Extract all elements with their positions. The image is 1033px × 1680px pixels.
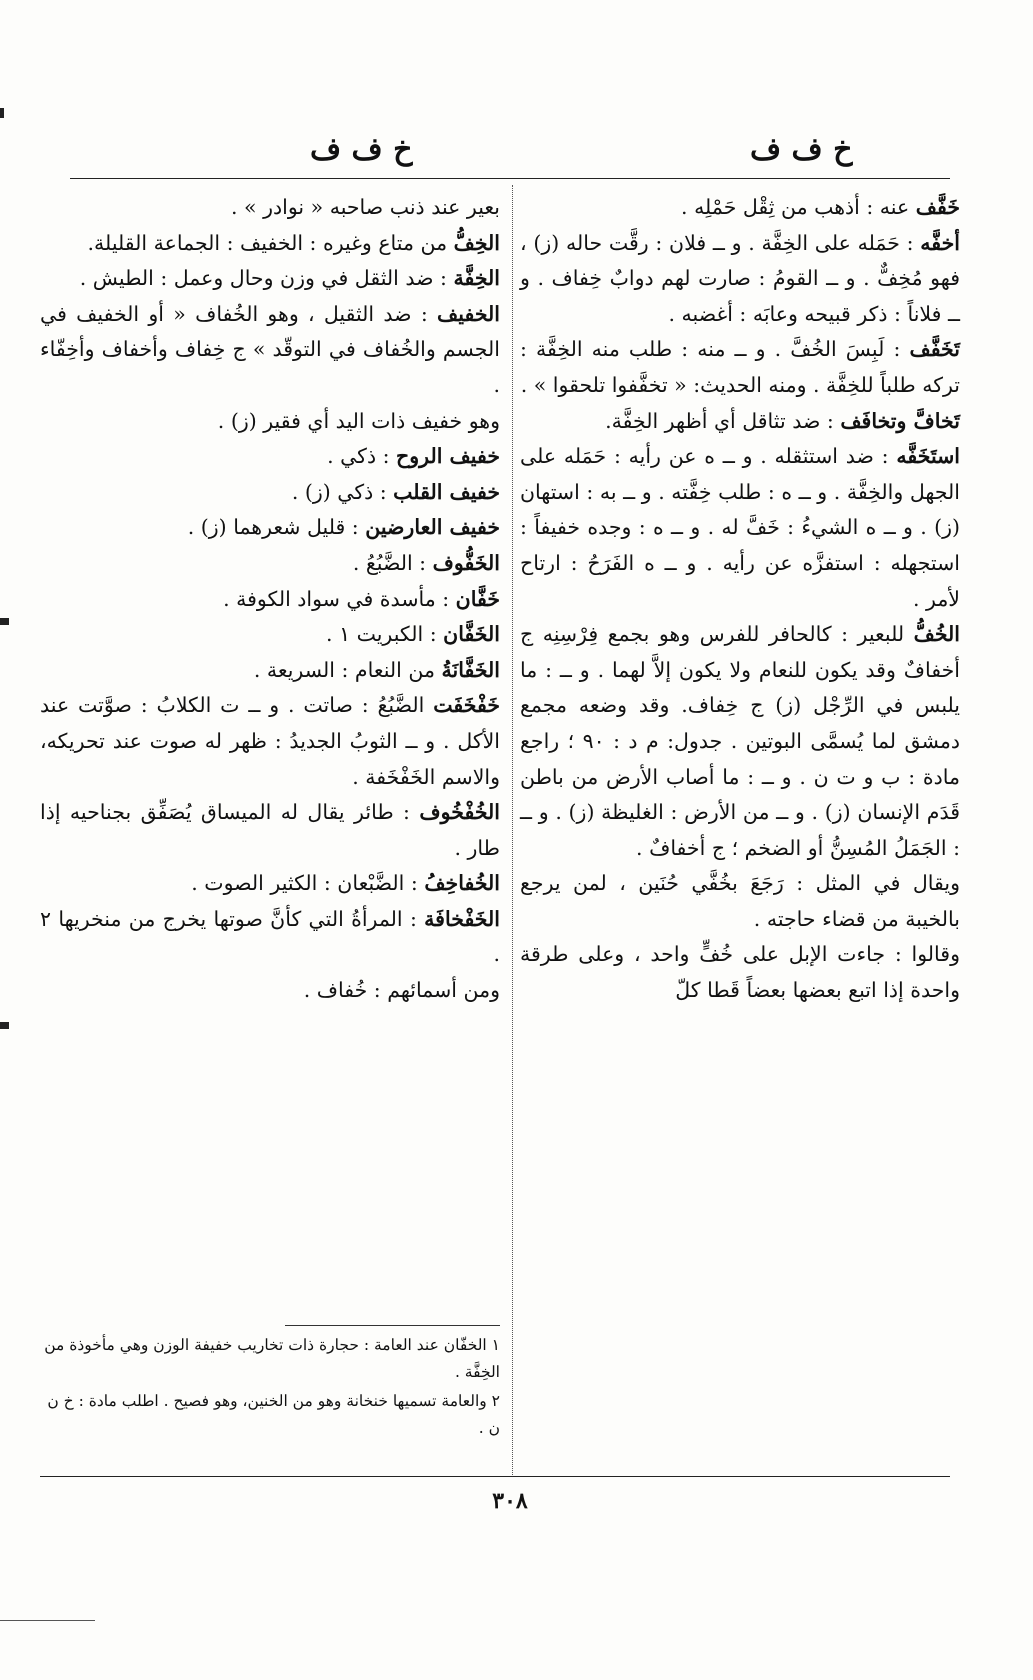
entry-definition: من النعام : السريعة .: [253, 657, 442, 682]
entry-definition: : مأسدة في سواد الكوفة .: [223, 586, 456, 611]
entry-definition: للبعير : كالحافر للفرس وهو بجمع فِرْسِنِه ج أخفافٌ وقد يكون للنعام ولا يكون إلاَّ لهما . و ــ : ما يلبس في الرِّجْل (ز) ج خِفاف. وقد وضعه مجمع دمشق لما يُسمَّى البوتين . جدول: م د : ٩٠ ؛ راجع مادة : ب و ت ن . و ــ : ما أصاب الأرض من باطن قَدَم الإنسان (ز) . و ــ من الأرض : الغليظة (ز) . و ــ : الجَمَلُ المُسِنُّ أو الضخم ؛ ج أخفافٌ .: [520, 622, 960, 860]
dictionary-entry: [40, 688, 500, 795]
entry-definition: : قليل شعرهما (ز) .: [187, 515, 366, 540]
dictionary-entry: [40, 973, 500, 1009]
entry-headword: خفيف القلب: [393, 479, 500, 504]
entry-definition: : الضَّبُعُ .: [352, 550, 433, 575]
dictionary-entry: [40, 866, 500, 902]
entry-headword: خَفَّف: [915, 195, 960, 219]
page-number: ٣٠٨: [492, 1488, 528, 1514]
entry-definition: عنه : أذهب من ثِقْل حَمْلِه .: [681, 195, 916, 219]
edge-mark-top: [0, 108, 4, 118]
page-header: [70, 128, 950, 178]
dictionary-entry: [520, 617, 960, 866]
dictionary-entry: [520, 937, 960, 1008]
dictionary-entry: [40, 617, 500, 653]
dictionary-entry: [40, 795, 500, 866]
entry-definition: : ضد الثقل في وزن وحال وعمل : الطيش .: [79, 266, 454, 291]
dictionary-entry: [40, 475, 500, 511]
entry-definition: الضَّبُعُ : صاتت . و ــ ت الكلابُ : صوَّتت عند الأكل . و ــ الثوبُ الجديدُ : ظهر له صوت عند تحريكه، والاسم الخَفْخَفة .: [40, 693, 500, 789]
dictionary-entry: [40, 582, 500, 618]
footnotes: [40, 1332, 500, 1444]
entry-headword: أخفَّه: [920, 230, 960, 255]
dictionary-entry: [40, 439, 500, 475]
right-column: [520, 190, 960, 1009]
dictionary-entry: [520, 404, 960, 440]
entry-headword: خَفَّان: [455, 586, 500, 611]
entry-definition: : الكبريت ١ .: [326, 622, 444, 647]
footnote-2: ٢ والعامة تسميها خنخانة وهو من الخنين، وهو فصيح . اطلب مادة : خ ن ن .: [47, 1392, 500, 1437]
entry-headword: خفيف العارضين: [365, 515, 500, 540]
entry-headword: الخُفُّ: [913, 622, 960, 647]
entry-definition: : ضد استثقله . و ــ ه عن رأيه : حَمَله على الجهل والخِفَّة . و ــ ه : طلب خِفَّته . و ــ به : استهان (ز) . و ــ ه الشيءُ : خَفَّ له . و ــ ه : وجده خفيفاً : استجهله : استفزَّه عن رأيه . و ــ ه الفَرَحُ : ارتاح لأمر .: [520, 444, 960, 611]
entry-headword: الخَفُّوف: [432, 550, 500, 575]
entry-definition: : ضد الثقيل ، وهو الخُفاف « أو الخفيف في الجسم والخُفاف في التوقّد » ج خِفاف وأخفاف وأخِفّاء .: [40, 301, 500, 397]
footnote-rule: [285, 1325, 500, 1326]
edge-mark-lower: [0, 1022, 9, 1029]
entry-definition: : ذكي .: [327, 444, 397, 469]
entry-definition: : المرأةُ التي كأنَّ صوتها يخرج من منخريها ٢ .: [40, 906, 500, 967]
entry-headword: الخفيف: [437, 301, 500, 326]
dictionary-entry: [40, 404, 500, 440]
edge-mark-middle: [0, 618, 9, 625]
entry-headword: الخِفُّ: [453, 230, 500, 255]
header-root-right: خ ف ف: [750, 132, 853, 167]
dictionary-entry: [520, 226, 960, 333]
header-root-left: خ ف ف: [310, 132, 413, 167]
entry-definition: بعير عند ذنب صاحبه « نوادر » .: [231, 195, 500, 219]
entry-definition: من متاع وغيره : الخفيف : الجماعة القليلة.: [87, 230, 454, 255]
header-rule: [70, 178, 950, 179]
entry-definition: : حَمَله على الخِفَّة . و ــ فلان : رقَّت حاله (ز) ، فهو مُخِفٌّ . و ــ القومُ : صارت لهم دوابٌ خِفاف . و ــ فلاناً : ذكر قبيحه وعابَه : أغضبه .: [520, 230, 960, 326]
dictionary-entry: [520, 332, 960, 403]
entry-headword: استَخَفَّه: [896, 444, 960, 469]
entry-definition: ويقال في المثل : رَجَعَ بخُفَّي حُنَين ، لمن يرجع بالخيبة من قضاء حاجته .: [520, 871, 960, 931]
entry-definition: : ذكي (ز) .: [291, 479, 394, 504]
entry-definition: وقالوا : جاءت الإبل على خُفٍّ واحد ، وعلى طرقة واحدة إذا اتبع بعضها بعضاً قَطا كلّ: [520, 942, 960, 1003]
entry-definition: : ضد تثاقل أي أظهر الخِفَّة.: [605, 408, 841, 433]
dictionary-entry: [40, 902, 500, 973]
dictionary-entry: [40, 546, 500, 582]
entry-headword: الخُفْخُوف: [419, 800, 500, 825]
dictionary-entry: [520, 190, 960, 226]
column-divider: [512, 185, 513, 1475]
entry-headword: خَفْخَفَت: [433, 693, 500, 718]
left-column: [40, 190, 500, 1009]
entry-headword: الخُفاخِفُ: [424, 871, 500, 896]
entry-definition: : لَبِسَ الخُفَّ . و ــ منه : طلب منه الخِفَّة : تركه طلباً للخِفَّة . ومنه الحديث: « تخفَّفوا تلحقوا » .: [520, 337, 960, 397]
dictionary-entry: [520, 866, 960, 937]
dictionary-entry: [40, 510, 500, 546]
dictionary-entry: [40, 261, 500, 297]
dictionary-entry: [40, 226, 500, 262]
entry-headword: خفيف الروح: [396, 444, 500, 469]
entry-headword: الخَفَّان: [443, 622, 500, 647]
entry-headword: تَخَفَّف: [909, 337, 960, 362]
entry-definition: : الضَّبْعان : الكثير الصوت .: [191, 871, 425, 896]
dictionary-entry: [40, 190, 500, 226]
entry-headword: تَخافَّ وتخافَف: [840, 408, 960, 433]
dictionary-entry: [40, 653, 500, 689]
entry-headword: الخَفَّانَةُ: [441, 657, 500, 682]
entry-definition: : طائر يقال له الميساق يُصَفِّق بجناحيه إذا طار .: [40, 800, 500, 860]
dictionary-entry: [40, 297, 500, 404]
entry-definition: ومن أسمائهم : خُفاف .: [303, 978, 500, 1003]
dictionary-entry: [520, 439, 960, 617]
footnote-1: ١ الخفّان عند العامة : حجارة ذات تخاريب خفيفة الوزن وهي مأخوذة من الخِفَّة .: [44, 1336, 500, 1381]
bottom-edge-rule: [0, 1620, 95, 1621]
entry-headword: الخَفْخافَة: [424, 906, 500, 931]
footer-rule: [40, 1476, 950, 1477]
entry-headword: الخِفَّة: [453, 266, 500, 291]
entry-definition: وهو خفيف ذات اليد أي فقير (ز) .: [217, 408, 500, 433]
